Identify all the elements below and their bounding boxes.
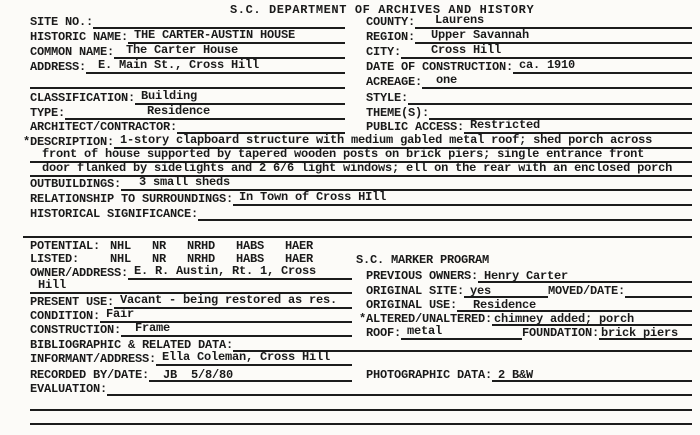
field-value: JB 5/8/80	[163, 368, 234, 382]
field-label: CITY:	[366, 45, 402, 59]
field-label: RECORDED BY/DATE:	[30, 368, 150, 382]
field-label: CONDITION:	[30, 309, 101, 323]
field-value: In Town of Cross HIll	[233, 191, 692, 206]
field-label: ARCHITECT/CONTRACTOR:	[30, 120, 178, 134]
field-label: DATE OF CONSTRUCTION:	[366, 60, 514, 74]
field-previous-owners	[366, 270, 692, 283]
field-county	[366, 13, 692, 29]
field-value: metal	[401, 325, 522, 340]
field-label: THEME(S):	[366, 106, 430, 120]
field-label: CONSTRUCTION:	[30, 323, 122, 337]
field-value: Cross Hill	[401, 44, 692, 59]
field-value: Laurens	[415, 14, 692, 29]
field-label: HISTORICAL SIGNIFICANCE:	[30, 207, 199, 221]
field-value: Henry Carter	[484, 269, 569, 283]
field-value	[198, 219, 692, 221]
field-label: S.C. MARKER PROGRAM	[356, 253, 490, 267]
field-label: MOVED/DATE:	[548, 284, 626, 298]
field-label: ACREAGE:	[366, 75, 423, 89]
field-value	[408, 103, 692, 105]
field-historical-significance	[30, 208, 692, 221]
field-value: Hill	[30, 279, 352, 294]
field-label: COMMON NAME:	[30, 45, 115, 59]
field-date-of-construction	[366, 58, 692, 74]
field-value: chimney added; porch	[494, 312, 635, 326]
field-value: 3 small sheds	[121, 176, 692, 191]
field-value: brick piers	[601, 326, 679, 340]
field-label: INFORMANT/ADDRESS:	[30, 352, 157, 366]
field-type	[30, 104, 345, 120]
field-value: Upper Savannah	[415, 29, 692, 44]
field-value: 2 B&W	[498, 368, 534, 382]
field-label: ORIGINAL SITE:	[366, 284, 465, 298]
field-value: THE CARTER-AUSTIN HOUSE	[128, 29, 345, 44]
field-value: front of house supported by tapered wooden posts on brick piers; single entrance front	[30, 148, 692, 163]
field-relationship-to-surroundings	[30, 190, 692, 206]
field-value	[107, 394, 692, 396]
field-value: ca. 1910	[513, 59, 692, 74]
field-label: PUBLIC ACCESS:	[366, 120, 465, 134]
field-label: RELATIONSHIP TO SURROUNDINGS:	[30, 192, 234, 206]
field-label: COUNTY:	[366, 15, 416, 29]
section-divider-line	[23, 236, 692, 238]
field-label: STYLE:	[366, 91, 409, 105]
field-bibliographic	[30, 339, 692, 352]
field-label: HISTORIC NAME:	[30, 30, 129, 44]
field-value: Ella Coleman, Cross Hill	[156, 351, 352, 366]
field-label: PREVIOUS OWNERS:	[366, 269, 479, 283]
field-value: one	[422, 74, 692, 89]
blank-ruled-line	[30, 423, 692, 425]
field-value: E. R. Austin, Rt. 1, Cross	[128, 265, 352, 280]
field-label: SITE NO.:	[30, 15, 94, 29]
field-value: Restricted	[464, 119, 692, 134]
field-label: ORIGINAL USE:	[366, 298, 458, 312]
field-address	[30, 58, 345, 74]
field-value: Building	[135, 90, 345, 105]
field-agencies: NHL NR NRHD HABS HAER	[110, 239, 314, 253]
marker-program-heading	[356, 254, 556, 267]
field-label: ROOF:	[366, 326, 402, 340]
field-value: Vacant - being restored as res.	[114, 294, 352, 309]
field-label: EVALUATION:	[30, 382, 108, 396]
field-label: OWNER/ADDRESS:	[30, 266, 129, 280]
field-value: Residence	[65, 105, 345, 120]
field-label: BIBLIOGRAPHIC & RELATED DATA:	[30, 338, 234, 352]
field-value: Frame	[121, 322, 352, 337]
field-acreage	[366, 73, 692, 89]
field-value: 1-story clapboard structure with medium gabled metal roof; shed porch across	[114, 134, 692, 149]
field-value: door flanked by sidelights and 2 6/6 light windows; ell on the rear with an enclosed porch	[30, 162, 692, 177]
field-label: PRESENT USE:	[30, 295, 115, 309]
field-label: *ALTERED/UNALTERED:	[359, 312, 493, 326]
field-evaluation	[30, 383, 692, 396]
field-construction	[30, 321, 352, 337]
field-label: POTENTIAL:	[30, 239, 101, 253]
field-region	[366, 28, 692, 44]
field-label: FOUNDATION:	[522, 326, 600, 340]
field-value: The Carter House	[114, 44, 345, 59]
field-informant-address	[30, 350, 352, 366]
field-label: PHOTOGRAPHIC DATA:	[366, 368, 493, 382]
field-label: *DESCRIPTION:	[23, 135, 115, 149]
field-value: yes	[470, 284, 492, 298]
field-style	[366, 92, 692, 105]
field-value: Residence	[473, 298, 537, 312]
field-value: Fair	[100, 308, 352, 323]
field-label: OUTBUILDINGS:	[30, 177, 122, 191]
blank-ruled-line	[30, 409, 692, 411]
field-label: TYPE:	[30, 106, 66, 120]
field-label: LISTED:	[30, 252, 80, 266]
page-title: S.C. DEPARTMENT OF ARCHIVES AND HISTORY	[230, 3, 535, 17]
field-label: REGION:	[366, 30, 416, 44]
field-value: E. Main St., Cross Hill	[86, 59, 345, 74]
field-label: ADDRESS:	[30, 60, 87, 74]
field-photographic-data	[366, 369, 692, 382]
field-agencies: NHL NR NRHD HABS HAER	[110, 252, 314, 266]
field-recorded-by-date	[30, 369, 352, 382]
field-label: CLASSIFICATION:	[30, 91, 136, 105]
